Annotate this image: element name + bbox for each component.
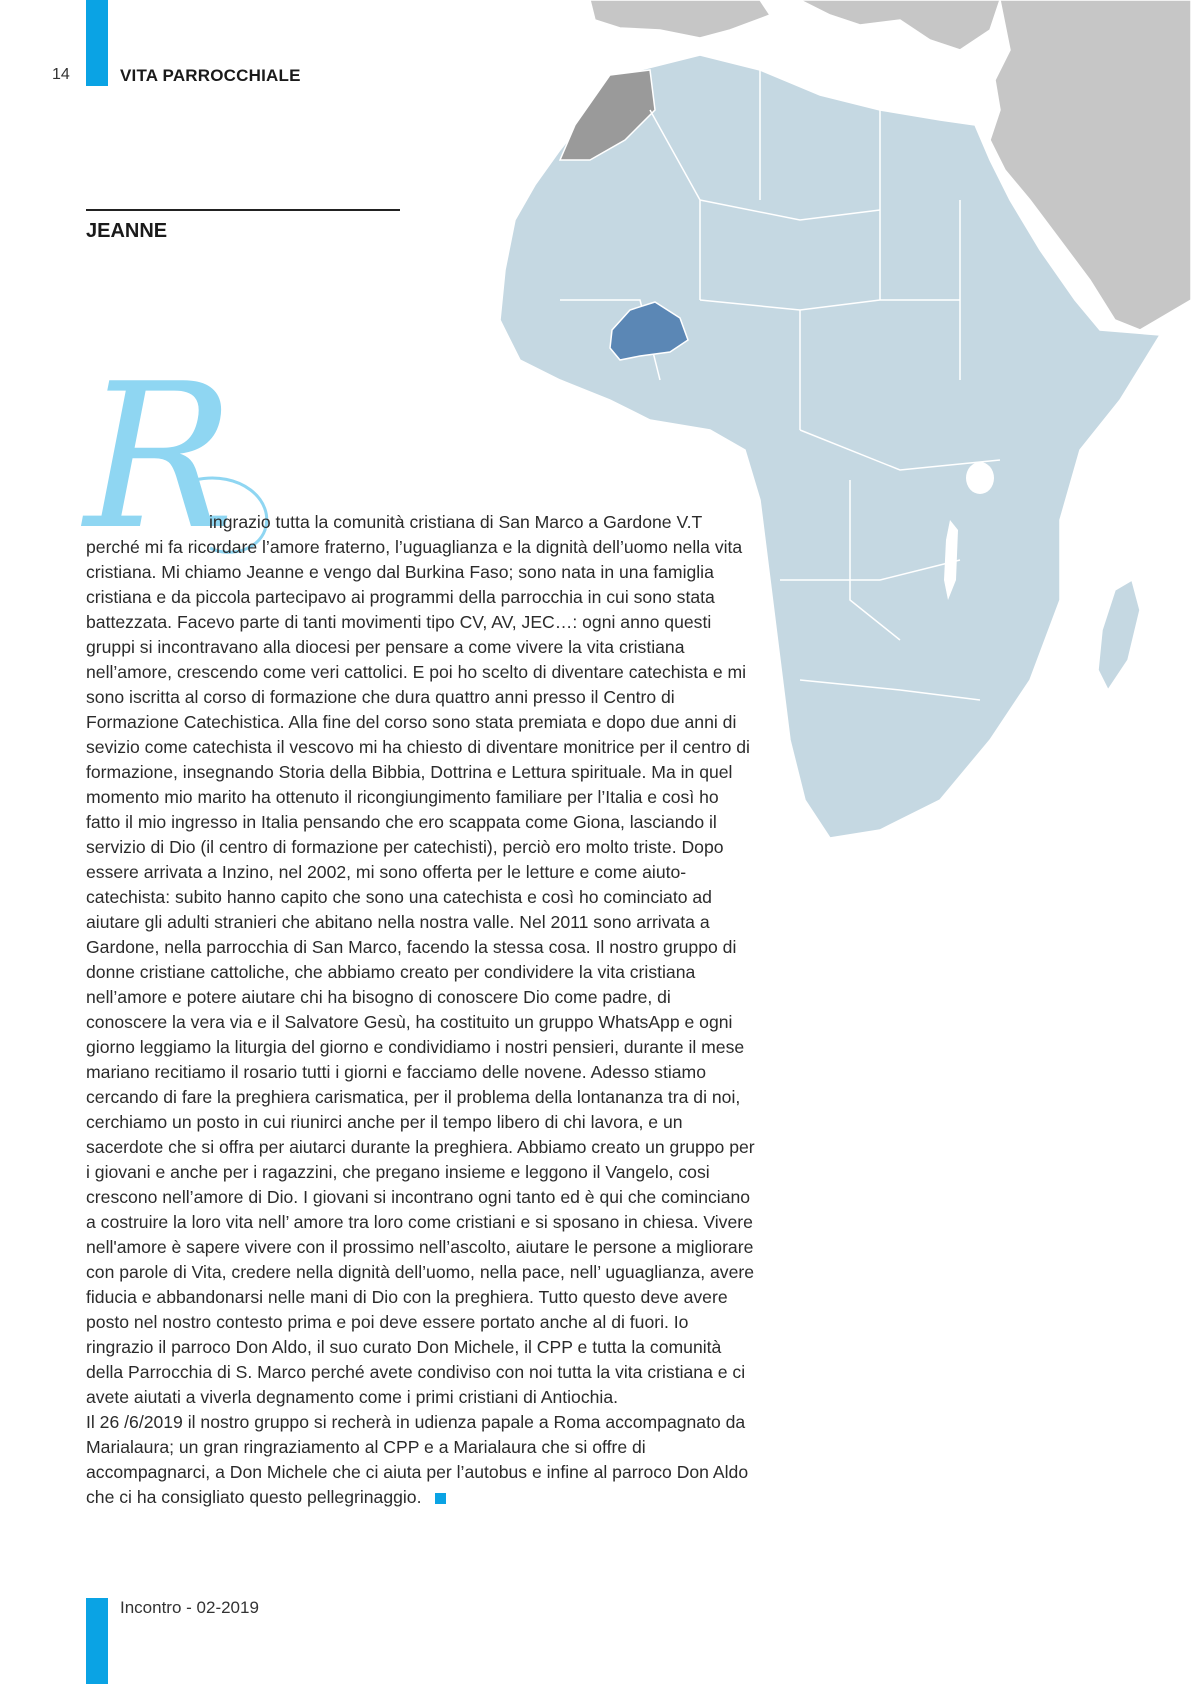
author-divider	[86, 209, 400, 211]
drop-cap-letter: R	[84, 341, 235, 574]
page-number: 14	[52, 66, 70, 83]
footer-publication: Incontro - 02-2019	[120, 1598, 259, 1617]
header-accent-bar	[86, 0, 108, 86]
lake-victoria	[966, 462, 994, 494]
end-mark-icon	[435, 1493, 446, 1504]
article-paragraph-final-text: Il 26 /6/2019 il nostro gruppo si recherà in udienza papale a Roma accompagnato da Marialaura; un gran ringraziamento al CPP e a Marialaura che si offre di accompagnarci, a Don Michele che ci aiuta per l’autobus e infine al parroco Don Aldo che ci ha consigliato questo pellegrinaggio.	[86, 1412, 749, 1507]
footer-accent-bar	[86, 1598, 108, 1684]
italy-greece-landmass	[800, 0, 1000, 50]
article-paragraph: perché mi fa ricordare l’amore fraterno, l’uguaglianza e la dignità dell’uomo nella vita cristiana. Mi chiamo Jeanne e vengo dal Burkina Faso; sono nata in una famiglia cristiana e da piccola partecipavo ai programmi della parrocchia in cui sono stata battezzata. Facevo parte di tanti movimenti tipo CV, AV, JEC…: ogni anno questi gruppi si incontravano alla diocesi per pensare a come vivere la vita cristiana nell’amore, crescendo come veri cattolici. E poi ho scelto di diventare catechista e mi sono iscritta al corso di formazione che dura quattro anni presso il Centro di Formazione Catechistica. Alla fine del corso sono stata premiata e dopo due anni di sevizio come catechista il vescovo mi ha chiesto di diventare monitrice per il centro di formazione, insegnando Storia della Bibbia, Dottrina e Lettura spirituale. Ma in quel momento mio marito ha ottenuto il ricongiungimento familiare per l’Italia e così ho fatto il mio ingresso in Italia pensando che ero scappata come Giona, lasciando il servizio di Dio (il centro di formazione per catechisti), perciò ero molto triste. Dopo essere arrivata a Inzino, nel 2002, mi sono offerta per le letture e come aiuto-catechista: subito hanno capito che sono una catechista e così ho cominciato ad aiutare gli adulti stranieri che abitano nella nostra valle. Nel 2011 sono arrivata a Gardone, nella parrocchia di San Marco, facendo la stessa cosa. Il nostro gruppo di donne cristiane cattoliche, che abbiamo creato per condividere la vita cristiana nell’amore e potere aiutare chi ha bisogno di conoscere Dio come padre, di conoscere la vera via e il Salvatore Gesù, ha costituito un gruppo WhatsApp e ogni giorno leggiamo la liturgia del giorno e condividiamo i nostri pensieri, durante il mese mariano recitiamo il rosario tutti i giorni e facciamo delle novene. Adesso stiamo cercando di fare la preghiera carismatica, per il problema della lontananza tra di noi, cerchiamo un posto in cui riunirci anche per il tempo libero di chi lavora, e un sacerdote che si offra per aiutarci durante la preghiera. Abbiamo creato un gruppo per i giovani e anche per i ragazzini, che pregano insieme e leggono il Vangelo, cosi crescono nell’amore di Dio. I giovani si incontrano ogni tanto ed è qui che cominciano a costruire la loro vita nell’ amore tra loro come cristiani e si sposano in chiesa. Vivere nell'amore è sapere vivere con il prossimo nell’ascolto, aiutare le persone a migliorare con parole di Vita, credere nella dignità dell’uomo, nella pace, nell’ uguaglianza, avere fiducia e abbandonarsi nelle mani di Dio con la preghiera. Tutto questo deve avere posto nel nostro contesto prima e poi deve essere portato anche al di fuori. Io ringrazio il parroco Don Aldo, il suo curato Don Michele, il CPP e tutta la comunità della Parrocchia di S. Marco perché avete condiviso con noi tutta la vita cristiana e ci avete aiutati a viverla degnamento come i primi cristiani di Antiochia.	[86, 537, 755, 1407]
article-first-line: ingrazio tutta la comunità cristiana di San Marco a Gardone V.T	[209, 512, 703, 532]
madagascar	[1098, 580, 1140, 690]
article-author: JEANNE	[86, 220, 168, 242]
section-title: VITA PARROCCHIALE	[120, 66, 301, 85]
article-paragraph-final	[86, 1410, 756, 1510]
article-body	[86, 510, 756, 1510]
europe-landmass	[590, 0, 770, 38]
